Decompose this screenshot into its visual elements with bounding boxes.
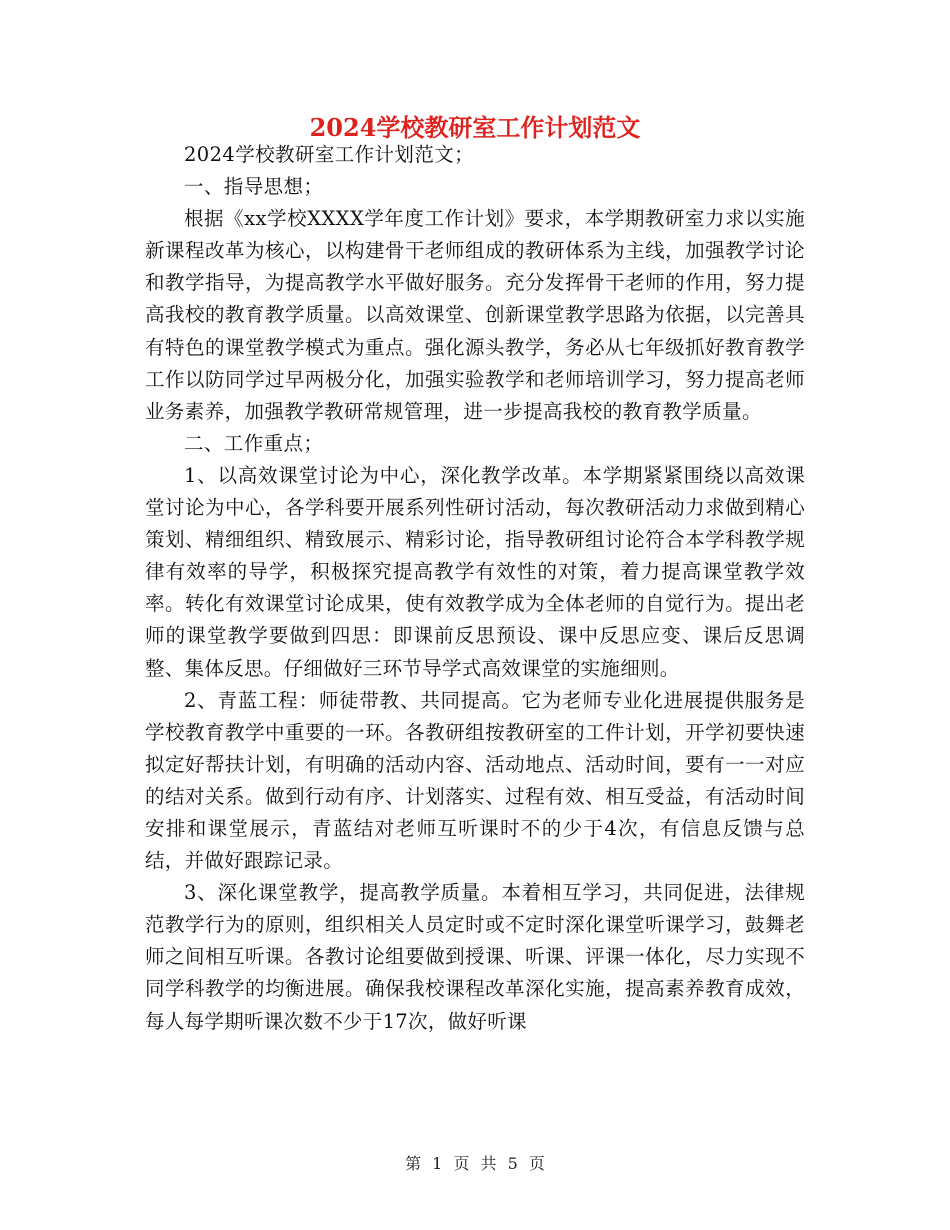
section-heading-work-focus: 二、工作重点； [184,431,324,455]
paragraph-item-3: 3、深化课堂教学，提高教学质量。本着相互学习，共同促进，法律规范教学行为的原则，组织相关人员定时或不定时深化课堂听课学习，鼓舞老师之间相互听课。各教讨论组要做到授课、听课、评课一体化，尽力实现不同学科教学的均衡进展。确保我校课程改革深化实施，提高素养教育成效，每人每学期听课次数不少于17次，做好听课 [145,881,805,1033]
document-title: 2024学校教研室工作计划范文 [309,113,641,142]
paragraph-guiding-ideology: 根据《xx学校XXXX学年度工作计划》要求，本学期教研室力求以实施新课程改革为核心，以构建骨干老师组成的教研体系为主线，加强教学讨论和教学指导，为提高教学水平做好服务。充分发挥骨干老师的作用，努力提高我校的教育教学质量。以高效课堂、创新课堂教学思路为依据，以完善具有特色的课堂教学模式为重点。强化源头教学，务必从七年级抓好教育教学工作以防同学过早两极分化，加强实验教学和老师培训学习，努力提高老师业务素养，加强教学教研常规管理，进一步提高我校的教育教学质量。 [145,207,805,423]
paragraph-item-2: 2、青蓝工程：师徒带教、共同提高。它为老师专业化进展提供服务是学校教育教学中重要的一环。各教研组按教研室的工件计划，开学初要快速拟定好帮扶计划，有明确的活动内容、活动地点、活动时间，要有一一对应的结对关系。做到行动有序、计划落实、过程有效、相互受益，有活动时间安排和课堂展示，青蓝结对老师互听课时不的少于4次，有信息反馈与总结，并做好跟踪记录。 [145,688,805,873]
paragraph-subtitle: 2024学校教研室工作计划范文； [184,143,475,166]
page-number-footer: 第 1 页 共 5 页 [405,1154,545,1173]
section-heading-guiding-ideology: 一、指导思想； [184,175,324,199]
document-body [145,139,805,1038]
paragraph-item-1: 1、以高效课堂讨论为中心，深化教学改革。本学期紧紧围绕以高效课堂讨论为中心，各学科要开展系列性研讨活动，每次教研活动力求做到精心策划、精细组织、精致展示、精彩讨论，指导教研组讨论符合本学科教学规律有效率的导学，积极探究提高教学有效性的对策，着力提高课堂教学效率。转化有效课堂讨论成果，使有效教学成为全体老师的自觉行为。提出老师的课堂教学要做到四思：即课前反思预设、课中反思应变、课后反思调整、集体反思。仔细做好三环节导学式高效课堂的实施细则。 [145,463,805,680]
